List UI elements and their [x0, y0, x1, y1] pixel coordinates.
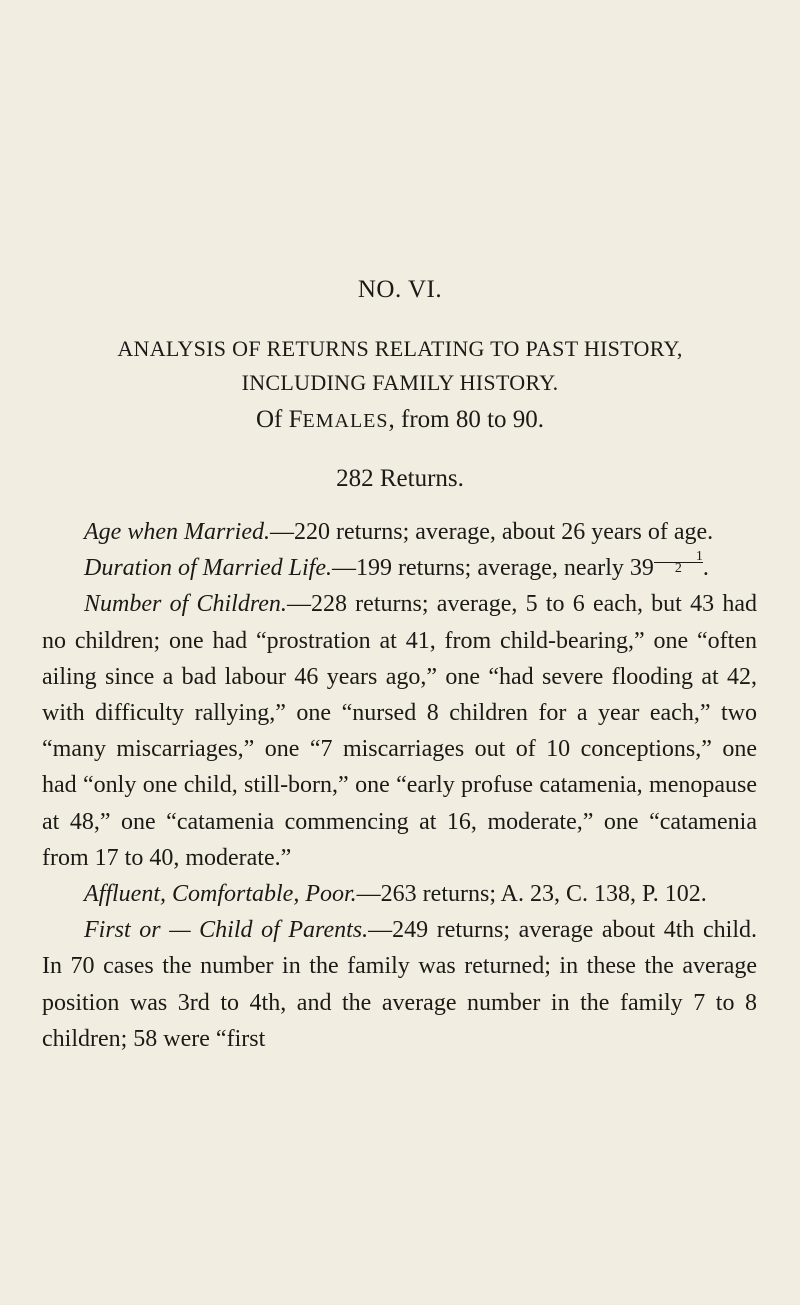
paragraph-label: Duration of Married Life.: [84, 555, 333, 582]
paragraph-label: Age when Married.: [84, 519, 270, 545]
heading-line-2: INCLUDING FAMILY HISTORY.: [241, 370, 559, 395]
paragraph-text: —228 returns; average, 5 to 6 each, but 43 had no children; one had “prostration at 41, from child-bearing,” one “often ailing since a bad labour 46 years ago,” one “had severe flooding at 42, with difficulty rallying,” one “nursed 8 children for a year each,” two “many miscarriages,” one “7 miscarriages out of 10 conceptions,” one had “only one child, still-born,” one “early profuse catamenia, menopause at 48,” one “catamenia commencing at 16, moderate,” one “catamenia from 17 to 40, moderate.”: [42, 591, 757, 871]
paragraph-age-married: [42, 514, 757, 550]
fraction-half: [654, 549, 703, 577]
subheading-females-rest: EMALES: [302, 410, 389, 432]
body-text: [42, 514, 757, 1057]
subheading: [0, 406, 800, 434]
paragraph-text: —199 returns; average, nearly 39: [332, 555, 654, 582]
heading-line-1: ANALYSIS OF RETURNS RELATING TO PAST HISTORY,: [117, 336, 683, 361]
section-heading: [0, 332, 800, 400]
paragraph-first-child: [42, 912, 757, 1057]
paragraph-label: First or — Child of Parents.: [84, 917, 369, 944]
paragraph-tail: .: [702, 555, 709, 582]
section-number: NO. VI.: [357, 276, 443, 303]
paragraph-text: —249 returns; average about 4th child. In 70 cases the number in the family was returned; in these the average position was 3rd to 4th, and the average number in the family 7 to 8 children; 58 were “first: [42, 917, 758, 1052]
paragraph-number-children: [42, 586, 757, 876]
subheading-females-initial: F: [288, 406, 303, 433]
paragraph-label: Number of Children.: [84, 591, 287, 618]
subheading-suffix: , from 80 to 90.: [388, 406, 545, 433]
returns-count: 282 Returns.: [336, 465, 464, 492]
fraction-numerator: 1: [654, 551, 703, 563]
fraction-denominator: 2: [674, 561, 682, 577]
subheading-prefix: Of: [255, 406, 289, 433]
paragraph-label: Affluent, Comfortable, Poor.: [84, 881, 357, 908]
paragraph-duration: [42, 550, 757, 586]
paragraph-text: —263 returns; A. 23, C. 138, P. 102.: [356, 881, 707, 908]
paragraph-affluent: [42, 876, 757, 912]
paragraph-text: —220 returns; average, about 26 years of age.: [269, 519, 714, 545]
